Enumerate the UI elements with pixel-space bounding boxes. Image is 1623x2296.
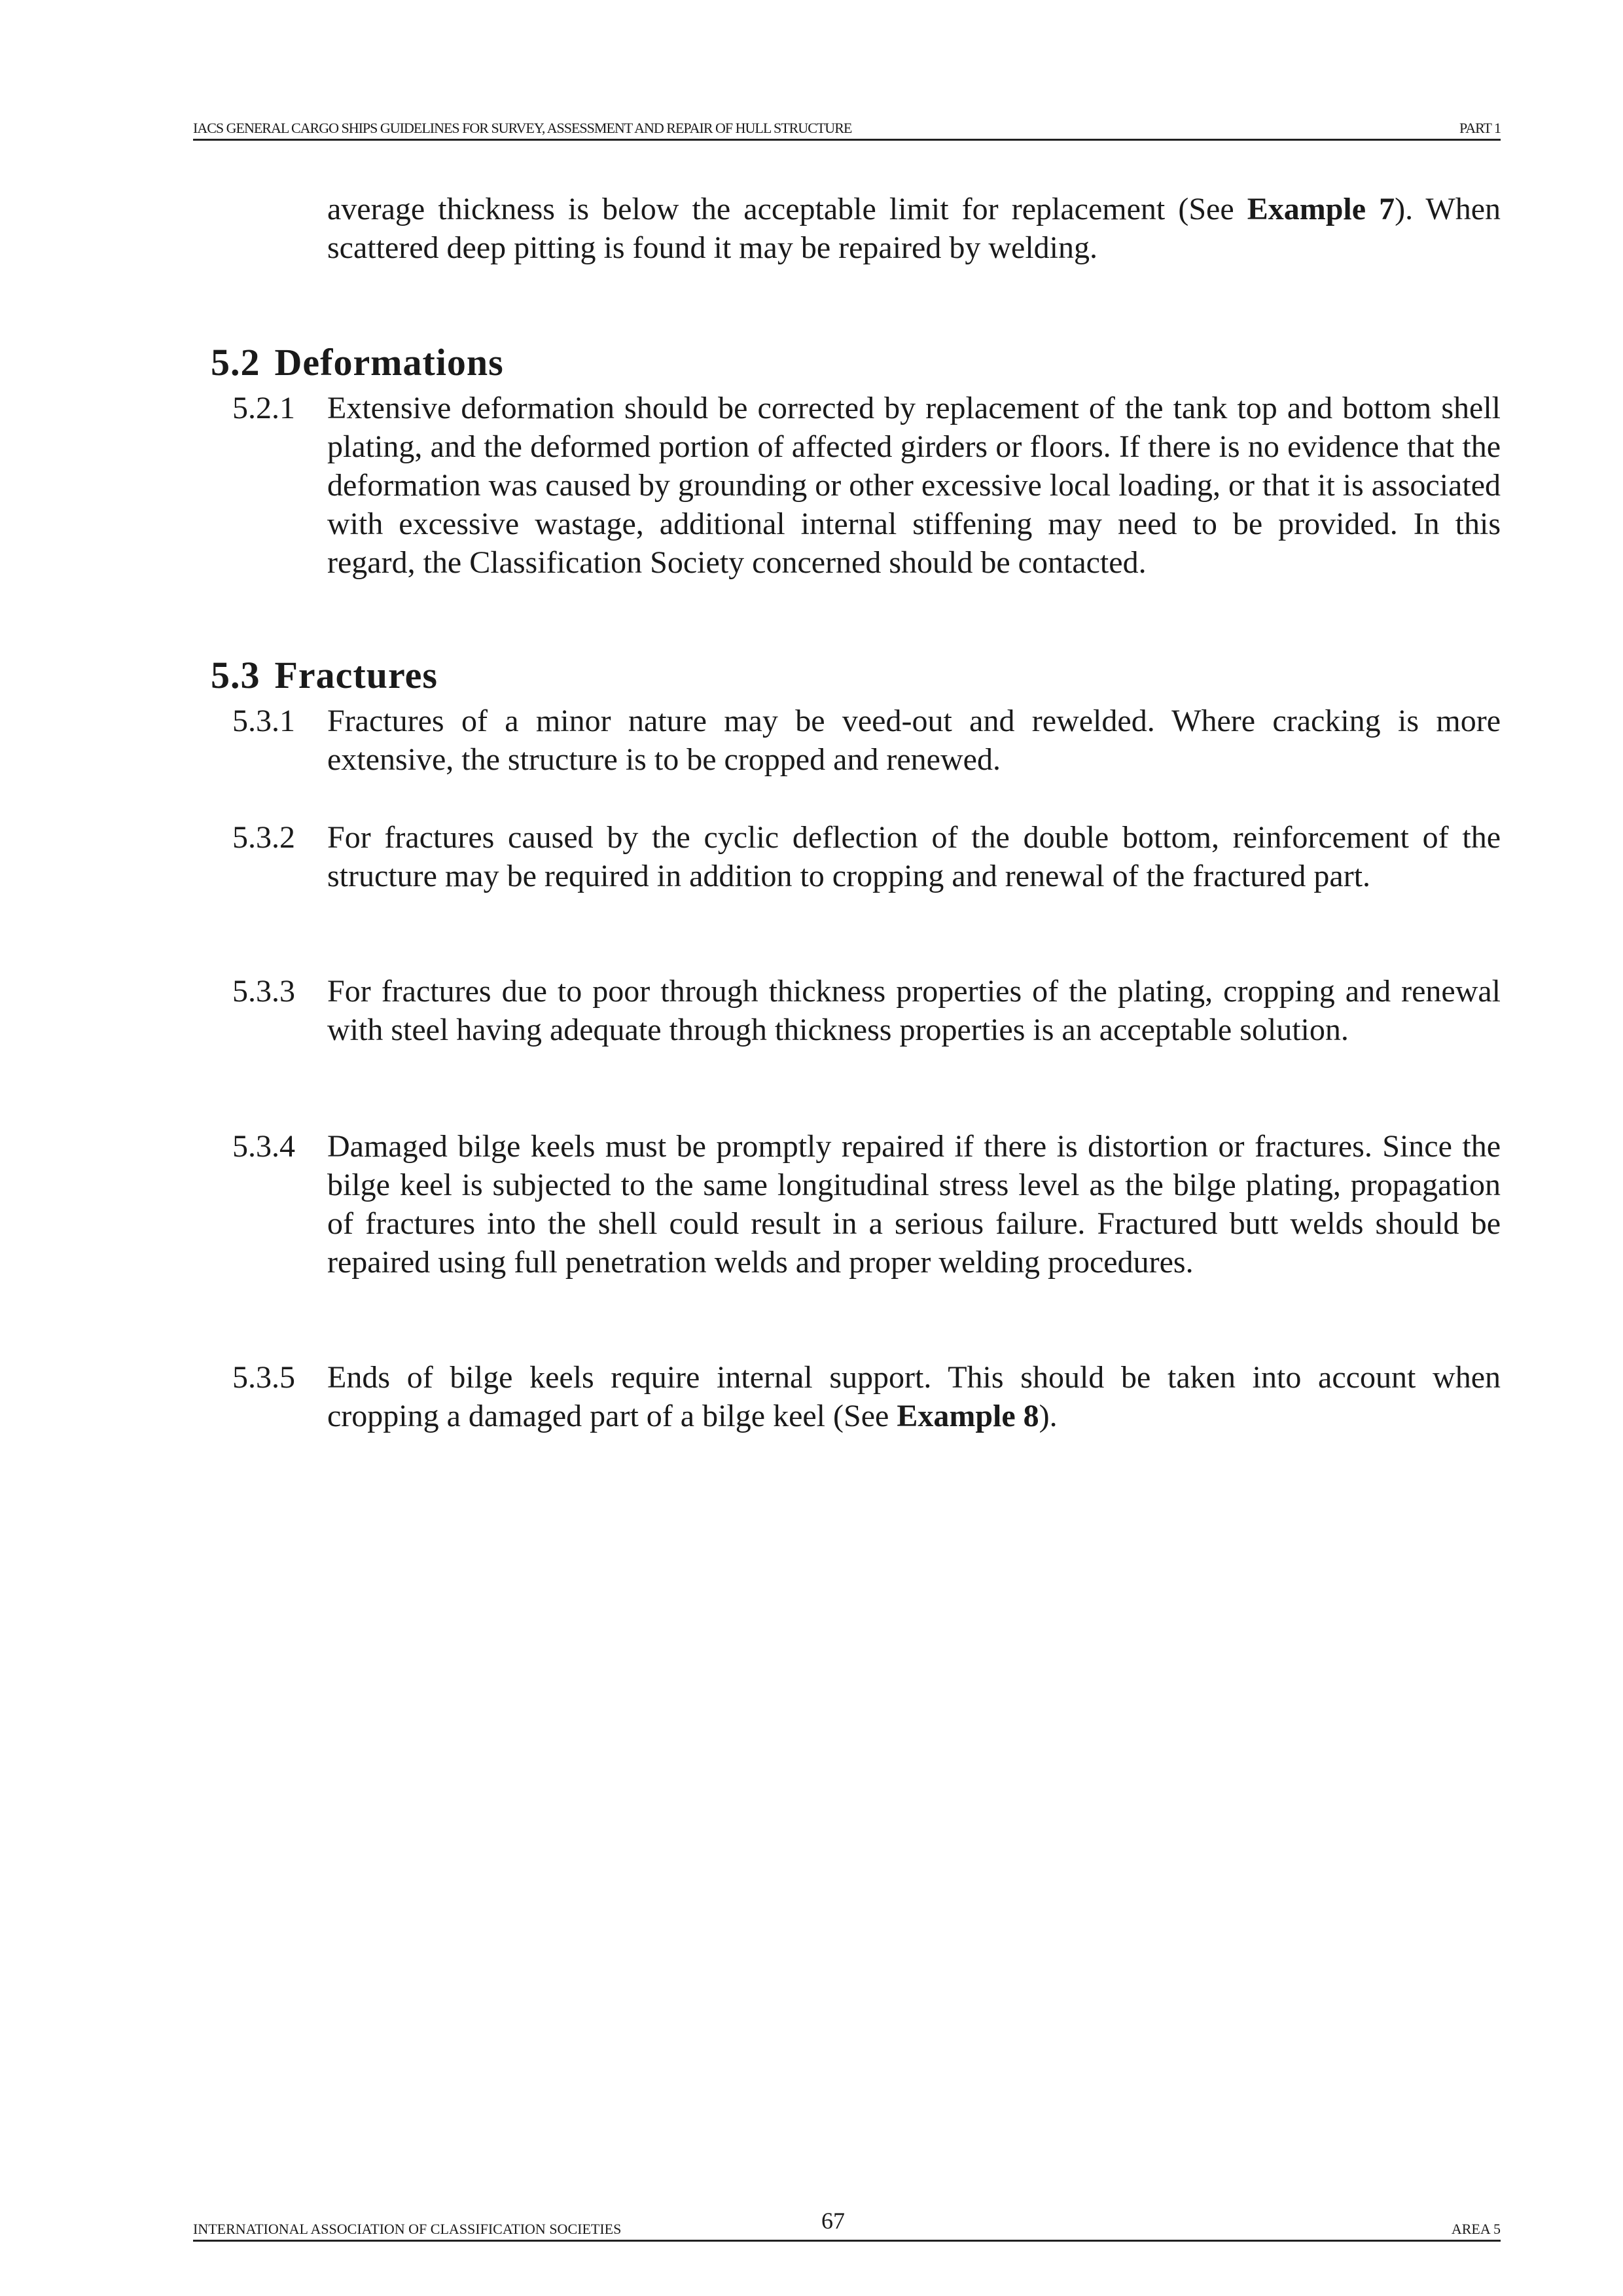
paragraph-5-3-5	[327, 1358, 1501, 1435]
paragraph-5-3-2: For fractures caused by the cyclic deflection of the double bottom, reinforcement of the structure may be required in addition to cropping and renewal of the fractured part.	[327, 820, 1501, 893]
section-title: Fractures	[274, 654, 438, 696]
paragraph-5-3-1: Fractures of a minor nature may be veed-out and rewelded. Where cracking is more extensive, the structure is to be cropped and renewed.	[327, 704, 1501, 777]
intro-text-end: ). When scattered deep pitting is found it may be repaired by welding.	[327, 192, 1501, 265]
paragraph-number-5-3-2: 5.3.2	[232, 820, 295, 855]
section-number: 5.2	[211, 341, 260, 384]
footer-organization: INTERNATIONAL ASSOCIATION OF CLASSIFICATION SOCIETIES	[193, 2221, 622, 2237]
intro-example-reference: Example 7	[1247, 192, 1395, 226]
intro-text-start: average thickness is below the acceptable limit for replacement (See	[327, 192, 1247, 226]
page-header	[193, 119, 1501, 141]
paragraph-number-5-3-5: 5.3.5	[232, 1360, 295, 1395]
paragraph-5-3-4: Damaged bilge keels must be promptly repaired if there is distortion or fractures. Since the bilge keel is subjected to the same longitudinal stress level as the bilge plating, propagation of fractures into the shell could result in a serious failure. Fractured butt welds should be repaired using full penetration welds and proper welding procedures.	[327, 1129, 1501, 1280]
section-title: Deformations	[274, 341, 504, 384]
paragraph-number-5-3-1: 5.3.1	[232, 704, 295, 738]
paragraph-number-5-3-4: 5.3.4	[232, 1129, 295, 1164]
paragraph-number-5-2-1: 5.2.1	[232, 391, 295, 425]
header-part-label: PART 1	[1459, 120, 1501, 136]
intro-paragraph	[327, 190, 1501, 267]
paragraph-5-2-1: Extensive deformation should be corrected by replacement of the tank top and bottom shell plating, and the deformed portion of affected girders or floors. If there is no evidence that the deformation was caused by grounding or other excessive local loading, or that it is associated with excessive wastage, additional internal stiffening may need to be provided. In this regard, the Classification Society concerned should be contacted.	[327, 391, 1501, 580]
paragraph-text-end: ).	[1039, 1399, 1058, 1433]
section-heading-deformations	[211, 342, 504, 384]
footer-area-label: AREA 5	[1451, 2221, 1501, 2237]
paragraph-example-reference: Example 8	[897, 1399, 1039, 1433]
section-number: 5.3	[211, 654, 260, 696]
page-number: 67	[821, 2208, 845, 2234]
page-footer	[193, 2208, 1501, 2242]
header-document-title: IACS GENERAL CARGO SHIPS GUIDELINES FOR SURVEY, ASSESSMENT AND REPAIR OF HULL STRUCTURE	[193, 120, 852, 136]
paragraph-number-5-3-3: 5.3.3	[232, 974, 295, 1009]
paragraph-5-3-3: For fractures due to poor through thickness properties of the plating, cropping and renewal with steel having adequate through thickness properties is an acceptable solution.	[327, 974, 1501, 1047]
paragraph-text-start: Ends of bilge keels require internal support. This should be taken into account when cropping a damaged part of a bilge keel (See	[327, 1360, 1501, 1433]
section-heading-fractures	[211, 655, 438, 696]
